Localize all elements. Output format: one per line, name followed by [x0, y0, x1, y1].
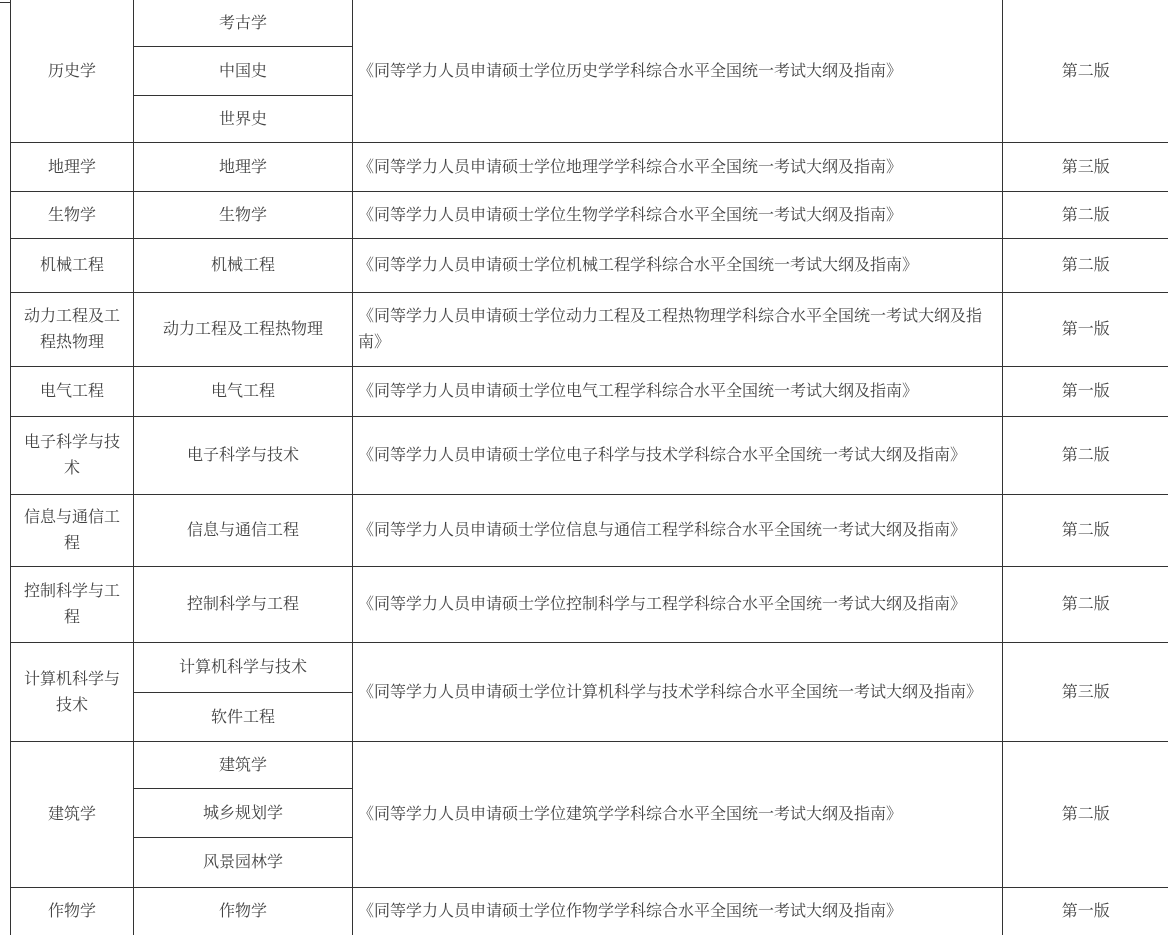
edition-cell: 第二版	[1003, 494, 1168, 566]
subject-cell: 电气工程	[134, 366, 353, 416]
category-cell: 控制科学与工程	[11, 566, 134, 642]
category-cell: 机械工程	[11, 238, 134, 292]
subject-cell: 地理学	[134, 142, 353, 191]
table-row	[11, 191, 1168, 238]
table-row	[11, 887, 1168, 935]
table-row	[11, 741, 1168, 788]
book-title-cell: 《同等学力人员申请硕士学位建筑学学科综合水平全国统一考试大纲及指南》	[353, 741, 1003, 887]
table-row	[11, 642, 1168, 692]
table-row	[11, 292, 1168, 366]
book-title-cell: 《同等学力人员申请硕士学位历史学学科综合水平全国统一考试大纲及指南》	[353, 0, 1003, 142]
edition-cell: 第三版	[1003, 142, 1168, 191]
subject-cell: 建筑学	[134, 741, 353, 788]
edition-cell: 第一版	[1003, 292, 1168, 366]
edition-cell: 第一版	[1003, 887, 1168, 935]
edition-cell: 第一版	[1003, 366, 1168, 416]
subject-cell: 电子科学与技术	[134, 416, 353, 494]
category-cell: 地理学	[11, 142, 134, 191]
subject-cell: 世界史	[134, 95, 353, 142]
edition-cell: 第二版	[1003, 0, 1168, 142]
category-cell: 动力工程及工程热物理	[11, 292, 134, 366]
table-row	[11, 0, 1168, 46]
subject-cell: 机械工程	[134, 238, 353, 292]
book-title-cell: 《同等学力人员申请硕士学位控制科学与工程学科综合水平全国统一考试大纲及指南》	[353, 566, 1003, 642]
subject-cell: 中国史	[134, 46, 353, 95]
book-title-cell: 《同等学力人员申请硕士学位机械工程学科综合水平全国统一考试大纲及指南》	[353, 238, 1003, 292]
subject-cell: 计算机科学与技术	[134, 642, 353, 692]
book-title-cell: 《同等学力人员申请硕士学位生物学学科综合水平全国统一考试大纲及指南》	[353, 191, 1003, 238]
table-row	[11, 566, 1168, 642]
subject-cell: 信息与通信工程	[134, 494, 353, 566]
exam-outline-table-container	[10, 0, 1168, 935]
category-cell: 建筑学	[11, 741, 134, 887]
table-row	[11, 238, 1168, 292]
category-cell: 计算机科学与技术	[11, 642, 134, 741]
subject-cell: 城乡规划学	[134, 788, 353, 837]
edition-cell: 第二版	[1003, 191, 1168, 238]
table-row	[11, 494, 1168, 566]
category-cell: 信息与通信工程	[11, 494, 134, 566]
book-title-cell: 《同等学力人员申请硕士学位作物学学科综合水平全国统一考试大纲及指南》	[353, 887, 1003, 935]
book-title-cell: 《同等学力人员申请硕士学位计算机科学与技术学科综合水平全国统一考试大纲及指南》	[353, 642, 1003, 741]
book-title-cell: 《同等学力人员申请硕士学位信息与通信工程学科综合水平全国统一考试大纲及指南》	[353, 494, 1003, 566]
book-title-cell: 《同等学力人员申请硕士学位地理学学科综合水平全国统一考试大纲及指南》	[353, 142, 1003, 191]
book-title-cell: 《同等学力人员申请硕士学位电气工程学科综合水平全国统一考试大纲及指南》	[353, 366, 1003, 416]
edition-cell: 第二版	[1003, 566, 1168, 642]
subject-cell: 动力工程及工程热物理	[134, 292, 353, 366]
subject-cell: 控制科学与工程	[134, 566, 353, 642]
subject-cell: 生物学	[134, 191, 353, 238]
category-cell: 历史学	[11, 0, 134, 142]
edition-cell: 第二版	[1003, 238, 1168, 292]
book-title-cell: 《同等学力人员申请硕士学位动力工程及工程热物理学科综合水平全国统一考试大纲及指南》	[353, 292, 1003, 366]
category-cell: 电子科学与技术	[11, 416, 134, 494]
exam-outline-table	[10, 0, 1168, 935]
book-title-cell: 《同等学力人员申请硕士学位电子科学与技术学科综合水平全国统一考试大纲及指南》	[353, 416, 1003, 494]
subject-cell: 作物学	[134, 887, 353, 935]
edition-cell: 第二版	[1003, 741, 1168, 887]
subject-cell: 软件工程	[134, 692, 353, 741]
table-row	[11, 416, 1168, 494]
table-row	[11, 366, 1168, 416]
category-cell: 作物学	[11, 887, 134, 935]
subject-cell: 风景园林学	[134, 837, 353, 887]
category-cell: 生物学	[11, 191, 134, 238]
table-row	[11, 142, 1168, 191]
subject-cell: 考古学	[134, 0, 353, 46]
edition-cell: 第二版	[1003, 416, 1168, 494]
edition-cell: 第三版	[1003, 642, 1168, 741]
category-cell: 电气工程	[11, 366, 134, 416]
